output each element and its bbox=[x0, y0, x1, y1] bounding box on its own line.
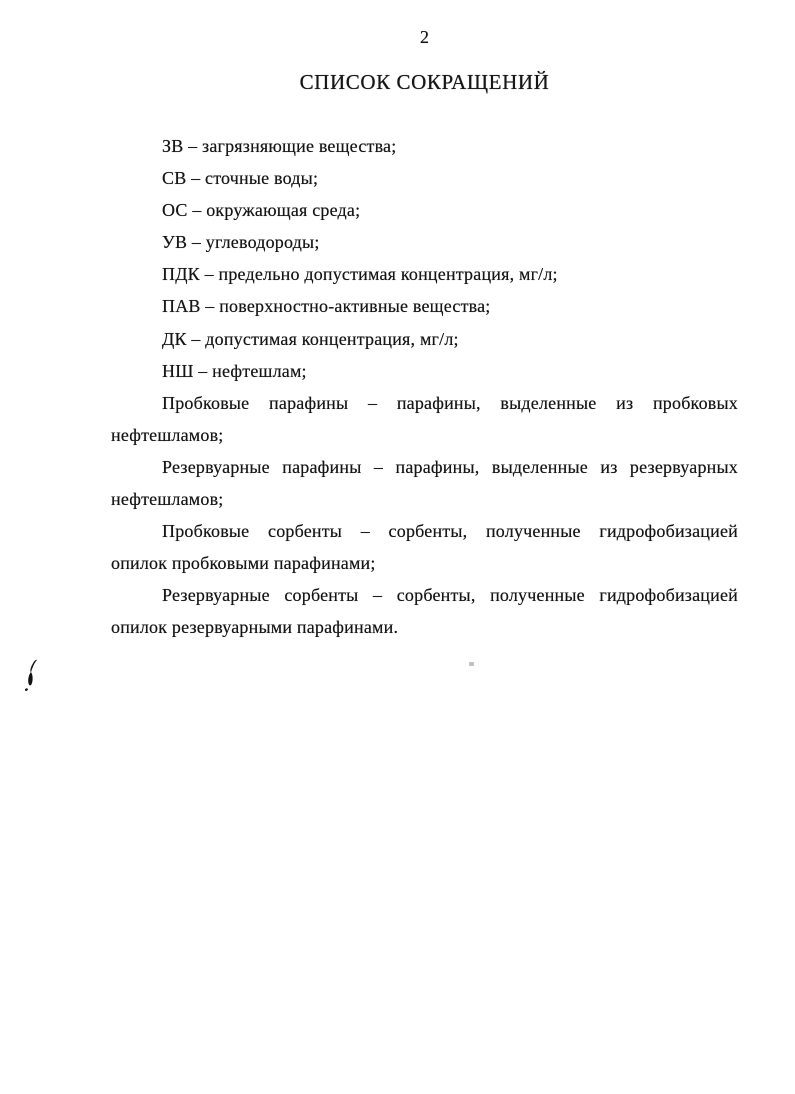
text-line: Резервуарные сорбенты – сорбенты, полученные гидрофобизацией bbox=[162, 585, 738, 606]
text-line: Пробковые парафины – парафины, выделенные из пробковых bbox=[162, 392, 738, 413]
text-line: нефтешламов; bbox=[111, 489, 224, 510]
text-line: опилок резервуарными парафинами. bbox=[111, 617, 399, 638]
text-line: УВ – углеводороды; bbox=[162, 232, 320, 253]
text-line: ПДК – предельно допустимая концентрация, мг/л; bbox=[162, 264, 558, 285]
text-line: опилок пробковыми парафинами; bbox=[111, 553, 376, 574]
text-line: ОС – окружающая среда; bbox=[162, 200, 361, 221]
text-line: Пробковые сорбенты – сорбенты, полученные гидрофобизацией bbox=[162, 521, 738, 542]
text-line: ПАВ – поверхностно-активные вещества; bbox=[162, 296, 491, 317]
text-line: ЗВ – загрязняющие вещества; bbox=[162, 136, 397, 156]
page-title: СПИСОК СОКРАЩЕНИЙ bbox=[299, 70, 550, 94]
text-line: Резервуарные парафины – парафины, выделенные из резервуарных bbox=[162, 456, 738, 477]
abbreviation-list bbox=[111, 130, 738, 644]
speck-artifact bbox=[469, 662, 474, 666]
text-line: нефтешламов; bbox=[111, 424, 224, 445]
text-line: ДК – допустимая концентрация, мг/л; bbox=[162, 328, 459, 349]
page-number: 2 bbox=[420, 27, 429, 47]
text-line: НШ – нефтешлам; bbox=[162, 360, 307, 381]
ink-blot-artifact bbox=[22, 659, 40, 695]
text-line: СВ – сточные воды; bbox=[162, 168, 319, 189]
